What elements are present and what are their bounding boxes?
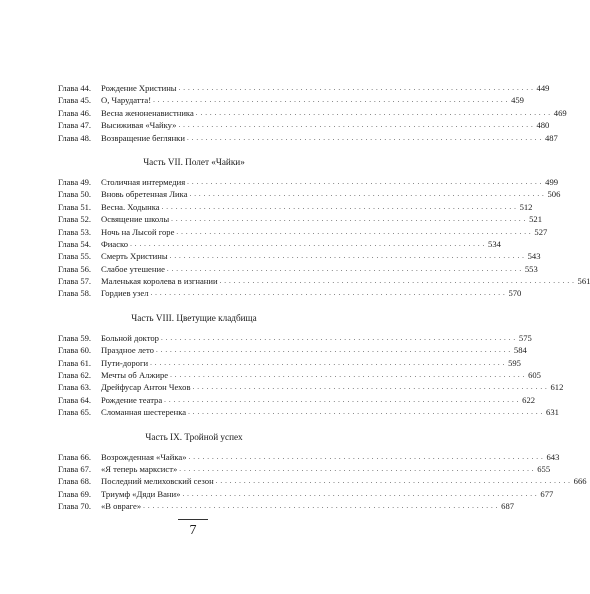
dot-leader: . . . . . . . . . . . . . . . . . . . . . . . . . . . . . . . . . . . . . . . . . . . . . . . . . . . . . . . . . . . . . . . . . . . . . . . . . . . . [166,264,522,273]
chapter-number: Глава 48. [58,132,92,143]
chapter-number: Глава 60. [58,345,92,356]
chapter-number: Глава 64. [58,394,92,405]
toc-entry [58,188,561,200]
toc-entry [58,406,559,418]
dot-leader: . . . . . . . . . . . . . . . . . . . . . . . . . . . . . . . . . . . . . . . . . . . . . . . . . . . . . . . . . . . . . . . . . . . . . . . . . . . . [192,383,548,392]
page-ref: 459 [511,95,524,106]
toc-entry [58,332,532,344]
dot-leader: . . . . . . . . . . . . . . . . . . . . . . . . . . . . . . . . . . . . . . . . . . . . . . . . . . . . . . . . . . . . . . . . . . . . . . . . . . . . [164,395,520,404]
chapter-number: Глава 59. [58,332,92,343]
page-ref: 561 [577,276,590,287]
chapter-number: Глава 62. [58,370,92,381]
dot-leader: . . . . . . . . . . . . . . . . . . . . . . . . . . . . . . . . . . . . . . . . . . . . . . . . . . . . . . . . . . . . . . . . . . . . . . . . . . . . [215,477,571,486]
dot-leader: . . . . . . . . . . . . . . . . . . . . . . . . . . . . . . . . . . . . . . . . . . . . . . . . . . . . . . . . . . . . . . . . . . . . . . . . . . . . [143,502,499,511]
chapter-number: Глава 61. [58,357,92,368]
chapter-number: Глава 52. [58,214,92,225]
chapter-title: Возрожденная «Чайка» [101,451,187,462]
toc-entry [58,500,515,512]
toc-entry [58,176,559,188]
toc-entry [58,119,550,131]
page-ref: 666 [573,476,587,487]
page-ref: 622 [522,394,536,405]
page-ref: 643 [546,451,560,462]
page-ref: 527 [534,226,548,237]
chapter-title: Возвращение беглянки [101,132,185,143]
chapter-title: Больной доктор [101,332,159,343]
chapter-number: Глава 56. [58,263,92,274]
toc-entry [58,463,551,475]
page-ref: 480 [536,120,550,131]
part-heading: Часть VIII. Цветущие кладбища [131,312,257,323]
toc-entry [58,94,524,106]
table-of-contents [58,82,590,513]
page-ref: 605 [528,370,541,381]
dot-leader: . . . . . . . . . . . . . . . . . . . . . . . . . . . . . . . . . . . . . . . . . . . . . . . . . . . . . . . . . . . . . . . . . . . . . . . . . . . . [153,96,508,105]
chapter-title: Столичная интермедия [101,176,186,187]
dot-leader: . . . . . . . . . . . . . . . . . . . . . . . . . . . . . . . . . . . . . . . . . . . . . . . . . . . . . . . . . . . . . . . . . . . . . . . . . . . . [155,346,511,355]
toc-entry [58,369,541,381]
chapter-number: Глава 44. [58,83,92,93]
chapter-title: Высиживая «Чайку» [101,120,177,131]
page-ref: 521 [529,214,542,225]
chapter-title: Рождение театра [101,394,163,405]
chapter-title: Гордиев узел [101,288,149,299]
dot-leader: . . . . . . . . . . . . . . . . . . . . . . . . . . . . . . . . . . . . . . . . . . . . . . . . . . . . . . . . . . . . . . . . . . . . . . . . . . . . [176,227,532,236]
chapter-title: Маленькая королева в изгнании [101,276,218,287]
page-ref: 499 [545,176,559,187]
dot-leader: . . . . . . . . . . . . . . . . . . . . . . . . . . . . . . . . . . . . . . . . . . . . . . . . . . . . . . . . . . . . . . . . . . . . . . . . . . . . [130,239,485,248]
chapter-number: Глава 68. [58,476,92,487]
dot-leader: . . . . . . . . . . . . . . . . . . . . . . . . . . . . . . . . . . . . . . . . . . . . . . . . . . . . . . . . . . . . . . . . . . . . . . . . . . . . [179,464,535,473]
toc-entry [58,475,587,487]
chapter-title: Ночь на Лысой горе [101,226,175,237]
dot-leader: . . . . . . . . . . . . . . . . . . . . . . . . . . . . . . . . . . . . . . . . . . . . . . . . . . . . . . . . . . . . . . . . . . . . . . . . . . . . [150,289,506,298]
toc-entry [58,213,542,225]
toc-entry [58,238,501,250]
part-heading: Часть VII. Полет «Чайки» [143,156,245,167]
toc-entry [58,394,536,406]
toc-entry [58,263,538,275]
page-ref: 687 [501,501,515,512]
chapter-title: Мечты об Алжире [101,370,169,381]
chapter-title: Рождение Христины [101,83,177,93]
chapter-number: Глава 67. [58,463,92,474]
toc-entry [58,82,550,94]
chapter-title: Освящение школы [101,214,170,225]
chapter-title: «В овраге» [101,501,142,512]
page-ref: 487 [544,132,558,143]
folio-rule [178,519,208,520]
page-ref: 570 [508,288,522,299]
chapter-number: Глава 65. [58,407,92,418]
chapter-number: Глава 66. [58,451,92,462]
chapter-title: «Я теперь марксист» [101,463,178,474]
chapter-number: Глава 53. [58,226,92,237]
chapter-title: Сломанная шестеренка [101,407,187,418]
dot-leader: . . . . . . . . . . . . . . . . . . . . . . . . . . . . . . . . . . . . . . . . . . . . . . . . . . . . . . . . . . . . . . . . . . . . . . . . . . . . [169,252,525,261]
chapter-title: Фиаско [101,238,129,249]
toc-entry [58,275,590,287]
chapter-number: Глава 54. [58,238,92,249]
page-ref: 595 [508,357,521,368]
chapter-title: Смерть Христины [101,251,168,262]
chapter-title: Праздное лето [101,345,154,356]
dot-leader: . . . . . . . . . . . . . . . . . . . . . . . . . . . . . . . . . . . . . . . . . . . . . . . . . . . . . . . . . . . . . . . . . . . . . . . . . . . . [178,121,534,130]
chapter-title: Последний мелиховский сезон [101,476,214,487]
chapter-title: Весна женоненавистника [101,107,194,118]
toc-entry [58,107,567,119]
dot-leader: . . . . . . . . . . . . . . . . . . . . . . . . . . . . . . . . . . . . . . . . . . . . . . . . . . . . . . . . . . . . . . . . . . . . . . . . . . . . [160,333,516,342]
chapter-number: Глава 46. [58,107,92,118]
page-ref: 677 [540,488,554,499]
dot-leader: . . . . . . . . . . . . . . . . . . . . . . . . . . . . . . . . . . . . . . . . . . . . . . . . . . . . . . . . . . . . . . . . . . . . . . . . . . . . [187,177,543,186]
toc-entry [58,381,564,393]
chapter-number: Глава 55. [58,251,92,262]
toc-entry [58,250,541,262]
dot-leader: . . . . . . . . . . . . . . . . . . . . . . . . . . . . . . . . . . . . . . . . . . . . . . . . . . . . . . . . . . . . . . . . . . . . . . . . . . . . [188,452,544,461]
page-ref: 575 [518,332,532,343]
toc-entry [58,132,558,144]
page-ref: 449 [536,83,550,93]
toc-entry [58,344,527,356]
toc-entry [58,451,560,463]
chapter-title: О, Чарудатта! [101,95,152,106]
page-ref: 543 [527,251,541,262]
page-ref: 506 [547,189,561,200]
dot-leader: . . . . . . . . . . . . . . . . . . . . . . . . . . . . . . . . . . . . . . . . . . . . . . . . . . . . . . . . . . . . . . . . . . . . . . . . . . . . [219,277,575,286]
chapter-number: Глава 51. [58,201,92,212]
page-ref: 469 [553,107,567,118]
page-ref: 631 [546,407,559,418]
dot-leader: . . . . . . . . . . . . . . . . . . . . . . . . . . . . . . . . . . . . . . . . . . . . . . . . . . . . . . . . . . . . . . . . . . . . . . . . . . . . [170,371,525,380]
toc-entry [58,357,521,369]
chapter-number: Глава 50. [58,189,92,200]
toc-entry [58,226,548,238]
dot-leader: . . . . . . . . . . . . . . . . . . . . . . . . . . . . . . . . . . . . . . . . . . . . . . . . . . . . . . . . . . . . . . . . . . . . . . . . . . . . [195,108,551,117]
chapter-title: Весна. Ходынка [101,201,160,212]
chapter-number: Глава 58. [58,288,92,299]
chapter-number: Глава 57. [58,276,92,287]
dot-leader: . . . . . . . . . . . . . . . . . . . . . . . . . . . . . . . . . . . . . . . . . . . . . . . . . . . . . . . . . . . . . . . . . . . . . . . . . . . . [189,190,545,199]
toc-entry [58,201,533,213]
part-heading: Часть IX. Тройной успех [145,431,243,442]
dot-leader: . . . . . . . . . . . . . . . . . . . . . . . . . . . . . . . . . . . . . . . . . . . . . . . . . . . . . . . . . . . . . . . . . . . . . . . . . . . . [150,358,505,367]
dot-leader: . . . . . . . . . . . . . . . . . . . . . . . . . . . . . . . . . . . . . . . . . . . . . . . . . . . . . . . . . . . . . . . . . . . . . . . . . . . . [161,202,517,211]
chapter-title: Слабое утешение [101,263,165,274]
page-ref: 655 [537,463,551,474]
dot-leader: . . . . . . . . . . . . . . . . . . . . . . . . . . . . . . . . . . . . . . . . . . . . . . . . . . . . . . . . . . . . . . . . . . . . . . . . . . . . [178,84,534,92]
chapter-title: Пути-дороги [101,357,149,368]
toc-entry [58,488,554,500]
dot-leader: . . . . . . . . . . . . . . . . . . . . . . . . . . . . . . . . . . . . . . . . . . . . . . . . . . . . . . . . . . . . . . . . . . . . . . . . . . . . [182,489,538,498]
chapter-number: Глава 69. [58,488,92,499]
chapter-title: Вновь обретенная Лика [101,189,188,200]
dot-leader: . . . . . . . . . . . . . . . . . . . . . . . . . . . . . . . . . . . . . . . . . . . . . . . . . . . . . . . . . . . . . . . . . . . . . . . . . . . . [186,133,542,142]
chapter-number: Глава 63. [58,382,92,393]
chapter-number: Глава 47. [58,120,92,131]
dot-leader: . . . . . . . . . . . . . . . . . . . . . . . . . . . . . . . . . . . . . . . . . . . . . . . . . . . . . . . . . . . . . . . . . . . . . . . . . . . . [171,215,526,224]
page-ref: 512 [519,201,533,212]
chapter-number: Глава 45. [58,95,92,106]
chapter-number: Глава 49. [58,176,92,187]
dot-leader: . . . . . . . . . . . . . . . . . . . . . . . . . . . . . . . . . . . . . . . . . . . . . . . . . . . . . . . . . . . . . . . . . . . . . . . . . . . . [188,408,543,417]
page-ref: 612 [550,382,564,393]
chapter-title: Триумф «Дяди Вани» [101,488,181,499]
chapter-number: Глава 70. [58,501,92,512]
page-ref: 553 [524,263,538,274]
page-ref: 534 [488,238,501,249]
toc-entry [58,287,522,299]
page-ref: 584 [513,345,527,356]
chapter-title: Дрейфусар Антон Чехов [101,382,191,393]
page-number: 7 [189,523,197,538]
